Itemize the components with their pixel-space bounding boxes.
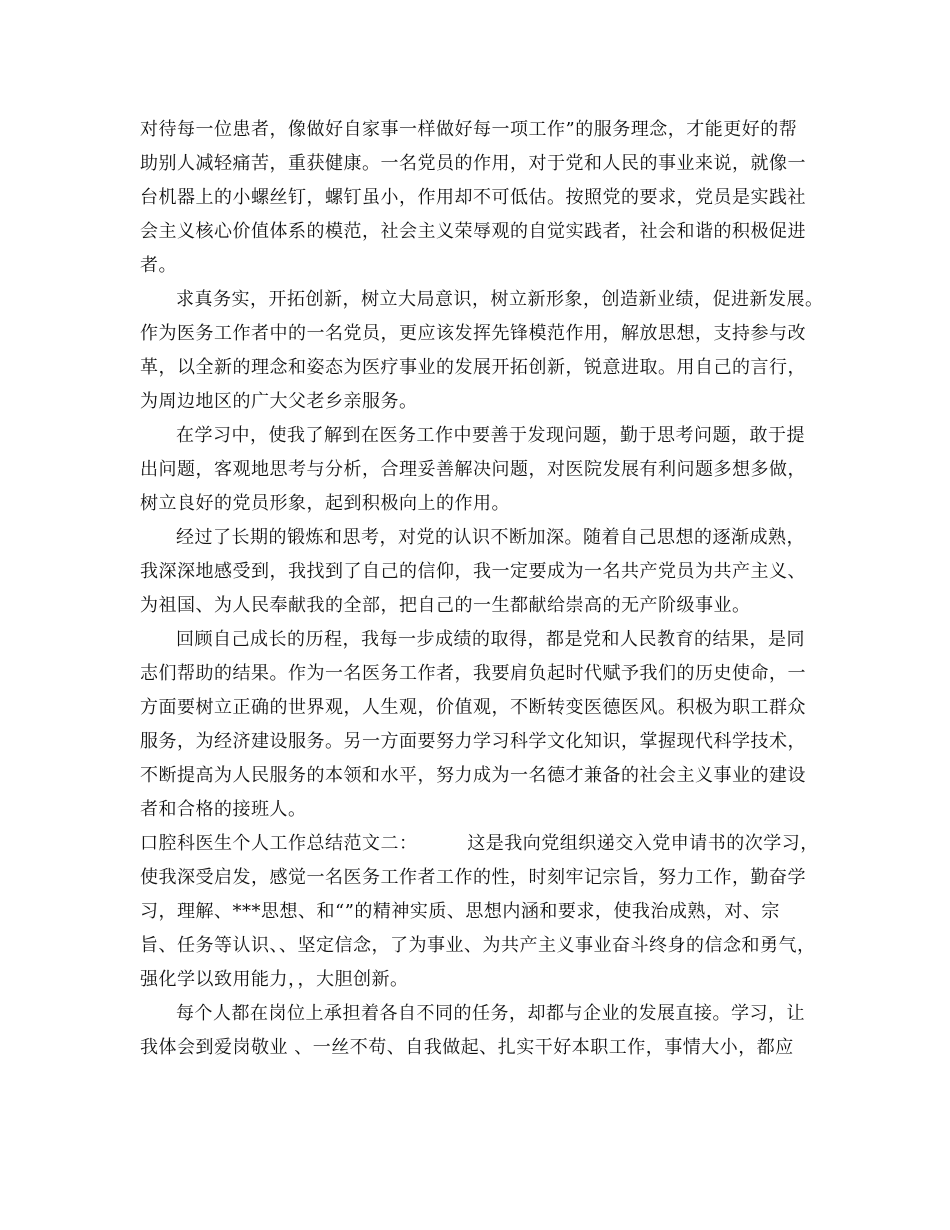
text-line: 革，以全新的理念和姿态为医疗事业的发展开拓创新，锐意进取。用自己的言行，	[140, 357, 806, 378]
text-line: 作为医务工作者中的一名党员，更应该发挥先锋模范作用，解放思想，支持参与改	[140, 323, 806, 344]
text-line: 不断提高为人民服务的本领和水平，努力成为一名德才兼备的社会主义事业的建设	[140, 765, 806, 786]
text-line: 旨、任务等认识、、坚定信念，了为事业、为共产主义事业奋斗终身的信念和勇气，	[140, 935, 816, 956]
text-line: 强化学以致用能力，，大胆创新。	[140, 969, 409, 990]
section-heading-line: 口腔科医生个人工作总结范文二： 这是我向党组织递交入党申请书的次学习，	[140, 833, 819, 854]
text-line: 者和合格的接班人。	[140, 799, 307, 820]
text-line: 为祖国、为人民奉献我的全部，把自己的一生都献给崇高的无产阶级事业。	[140, 595, 751, 616]
paragraph-start-line: 每个人都在岗位上承担着各自不同的任务，却都与企业的发展直接。学习，让	[176, 1003, 805, 1024]
text-line: 台机器上的小螺丝钉，螺钉虽小，作用却不可低估。按照党的要求，党员是实践社	[140, 187, 806, 208]
text-line: 为周边地区的广大父老乡亲服务。	[140, 391, 418, 412]
text-line: 出问题，客观地思考与分析，合理妥善解决问题，对医院发展有利问题多想多做，	[140, 459, 806, 480]
paragraph-start-line: 求真务实，开拓创新，树立大局意识，树立新形象，创造新业绩，促进新发展。	[176, 289, 824, 310]
text-line: 习，理解、***思想、和“”的精神实质、思想内涵和要求，使我治成熟，对、宗	[140, 901, 780, 922]
text-line: 我深深地感受到，我找到了自己的信仰，我一定要成为一名共产党员为共产主义、	[140, 561, 806, 582]
text-line: 会主义核心价值体系的模范，社会主义荣辱观的自觉实践者，社会和谐的积极促进	[140, 221, 806, 242]
paragraph-start-line: 经过了长期的锻炼和思考，对党的认识不断加深。随着自己思想的逐渐成熟，	[176, 527, 805, 548]
paragraph-start-line: 在学习中，使我了解到在医务工作中要善于发现问题，勤于思考问题，敢于提	[176, 425, 805, 446]
text-line: 我体会到爱岗敬业 、一丝不苟、自我做起、扎实干好本职工作，事情大小，都应	[140, 1037, 794, 1058]
text-line: 对待每一位患者，像做好自家事一样做好每一项工作”的服务理念，才能更好的帮	[140, 119, 798, 140]
paragraph-start-line: 回顾自己成长的历程，我每一步成绩的取得，都是党和人民教育的结果，是同	[176, 629, 805, 650]
text-line: 志们帮助的结果。作为一名医务工作者，我要肩负起时代赋予我们的历史使命，一	[140, 663, 806, 684]
text-line: 服务，为经济建设服务。另一方面要努力学习科学文化知识，掌握现代科学技术，	[140, 731, 806, 752]
text-line: 方面要树立正确的世界观，人生观，价值观，不断转变医德医风。积极为职工群众	[140, 697, 806, 718]
text-line: 使我深受启发，感觉一名医务工作者工作的性，时刻牢记宗旨，努力工作，勤奋学	[140, 867, 806, 888]
text-line: 助别人减轻痛苦，重获健康。一名党员的作用，对于党和人民的事业来说，就像一	[140, 153, 806, 174]
text-line: 者。	[140, 255, 177, 276]
text-line: 树立良好的党员形象，起到积极向上的作用。	[140, 493, 510, 514]
